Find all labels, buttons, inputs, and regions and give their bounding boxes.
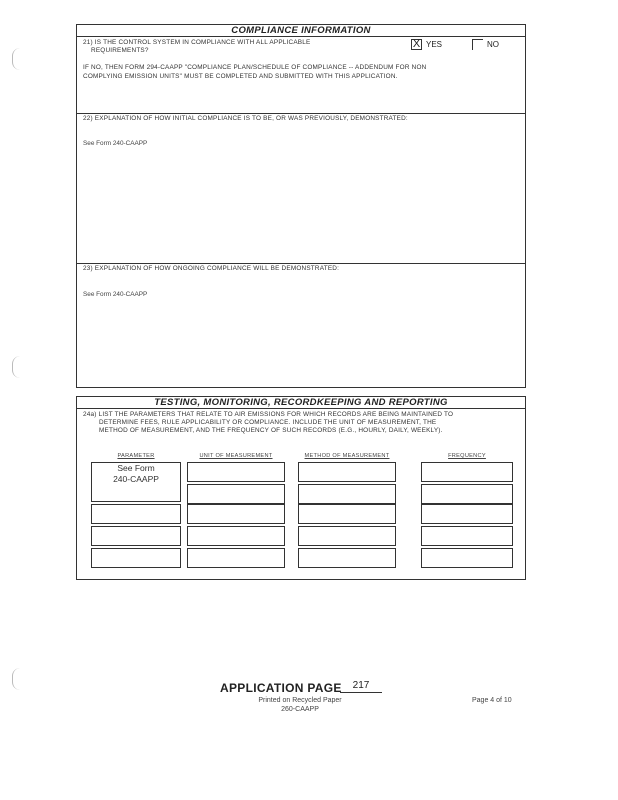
noncompliance-note-line2: COMPLYING EMISSION UNITS" MUST BE COMPLETED AND SUBMITTED WITH THIS APPLICATION. <box>83 73 398 80</box>
q21-label-line1: 21) IS THE CONTROL SYSTEM IN COMPLIANCE WITH ALL APPLICABLE <box>83 39 311 46</box>
col-header-method: METHOD OF MEASUREMENT <box>304 453 390 459</box>
q24-label-line1: 24a) LIST THE PARAMETERS THAT RELATE TO AIR EMISSIONS FOR WHICH RECORDS ARE BEING MAINTAINED TO <box>83 411 454 418</box>
margin-mark-middle <box>12 356 21 378</box>
unit-cell-5[interactable] <box>187 548 285 568</box>
margin-mark-bottom <box>12 668 21 690</box>
testing-header: TESTING, MONITORING, RECORDKEEPING AND REPORTING <box>77 397 525 409</box>
frequency-cell-3[interactable] <box>421 504 513 524</box>
method-cell-4[interactable] <box>298 526 396 546</box>
col-header-frequency: FREQUENCY <box>448 453 486 459</box>
checkbox-x-mark: X <box>412 38 421 50</box>
recycled-paper-note: Printed on Recycled Paper <box>258 697 342 704</box>
form-id: 260-CAAPP <box>281 706 319 713</box>
testing-section <box>76 396 526 580</box>
q23-answer: See Form 240-CAAPP <box>83 291 148 298</box>
param-cell-4[interactable] <box>91 548 181 568</box>
frequency-cell-4[interactable] <box>421 526 513 546</box>
first-entry-line1: See Form <box>117 463 155 473</box>
frequency-cell-1[interactable] <box>421 462 513 482</box>
margin-mark-top <box>12 48 21 70</box>
method-cell-1[interactable] <box>298 462 396 482</box>
frequency-cell-2[interactable] <box>421 484 513 504</box>
frequency-cell-5[interactable] <box>421 548 513 568</box>
application-page-label: APPLICATION PAGE <box>220 681 342 695</box>
param-cell-3[interactable] <box>91 526 181 546</box>
application-page-number: 217 <box>340 679 382 693</box>
col-header-unit: UNIT OF MEASUREMENT <box>199 453 273 459</box>
q22-label: 22) EXPLANATION OF HOW INITIAL COMPLIANCE IS TO BE, OR WAS PREVIOUSLY, DEMONSTRATED: <box>83 115 408 122</box>
unit-cell-2[interactable] <box>187 484 285 504</box>
method-cell-5[interactable] <box>298 548 396 568</box>
method-cell-2[interactable] <box>298 484 396 504</box>
q24-label-line2: DETERMINE FEES, RULE APPLICABILITY OR COMPLIANCE. INCLUDE THE UNIT OF MEASUREMENT, THE <box>99 419 437 426</box>
first-parameter-entry <box>91 463 181 485</box>
page-count: Page 4 of 10 <box>472 697 512 704</box>
unit-cell-4[interactable] <box>187 526 285 546</box>
no-checkbox[interactable] <box>472 39 483 50</box>
unit-cell-3[interactable] <box>187 504 285 524</box>
unit-cell-1[interactable] <box>187 462 285 482</box>
q22-answer: See Form 240-CAAPP <box>83 140 148 147</box>
param-cell-2[interactable] <box>91 504 181 524</box>
yes-checkbox[interactable] <box>411 39 422 50</box>
no-label: NO <box>487 40 499 49</box>
q24-label-line3: METHOD OF MEASUREMENT, AND THE FREQUENCY OF SUCH RECORDS (E.G., HOURLY, DAILY, WEEKLY). <box>99 427 443 434</box>
col-header-parameter: PARAMETER <box>117 453 155 459</box>
method-cell-3[interactable] <box>298 504 396 524</box>
first-entry-line2: 240-CAAPP <box>113 474 159 484</box>
noncompliance-note-line1: IF NO, THEN FORM 294-CAAPP "COMPLIANCE PLAN/SCHEDULE OF COMPLIANCE -- ADDENDUM FOR NON <box>83 64 427 71</box>
q21-label-line2: REQUIREMENTS? <box>91 47 149 54</box>
compliance-section <box>76 24 526 388</box>
q23-label: 23) EXPLANATION OF HOW ONGOING COMPLIANCE WILL BE DEMONSTRATED: <box>83 265 340 272</box>
yes-label: YES <box>426 40 443 49</box>
compliance-header: COMPLIANCE INFORMATION <box>77 25 525 37</box>
